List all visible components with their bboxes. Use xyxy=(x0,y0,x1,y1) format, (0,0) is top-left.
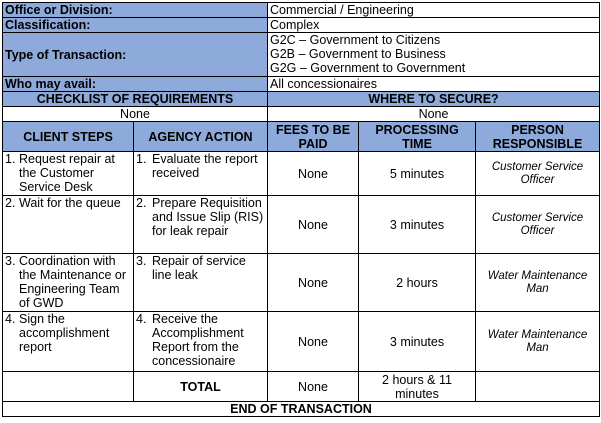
table-row xyxy=(3,312,600,372)
fees-header-text: FEES TO BE PAID xyxy=(275,122,351,151)
office-value: Commercial / Engineering xyxy=(268,3,600,18)
step-number: 2. xyxy=(5,196,16,210)
person-responsible-cell: Customer Service Officer xyxy=(476,152,600,196)
secure-header: WHERE TO SECURE? xyxy=(268,92,600,107)
step-text: Coordination with the Maintenance or Engineering Team of GWD xyxy=(19,254,127,310)
person-header xyxy=(476,122,600,152)
total-person-empty xyxy=(476,372,600,402)
avail-label: Who may avail: xyxy=(3,77,268,92)
processing-header-text: PROCESSING TIME xyxy=(375,122,459,151)
action-number: 4. xyxy=(136,312,147,326)
transaction-row xyxy=(3,33,600,77)
person-responsible-cell: Water Maintenance Man xyxy=(476,254,600,312)
checklist-value-row xyxy=(3,107,600,122)
action-number: 1. xyxy=(136,152,147,166)
classification-row xyxy=(3,18,600,33)
agency-action-cell xyxy=(134,152,268,196)
agency-action-cell xyxy=(134,312,268,372)
requirements-value: None xyxy=(3,107,268,122)
action-text: Receive the Accomplishment Report from the concessionaire xyxy=(152,312,244,368)
checklist-header-row xyxy=(3,92,600,107)
client-step-cell xyxy=(3,196,134,254)
client-step-cell xyxy=(3,152,134,196)
column-header-row xyxy=(3,122,600,152)
action-number: 3. xyxy=(136,254,147,268)
agency-action-cell xyxy=(134,196,268,254)
client-step-cell xyxy=(3,254,134,312)
transaction-label: Type of Transaction: xyxy=(3,33,268,77)
step-number: 3. xyxy=(5,254,16,268)
avail-row xyxy=(3,77,600,92)
table-row xyxy=(3,254,600,312)
transaction-g2g: G2G – Government to Government xyxy=(270,61,466,75)
fees-header xyxy=(268,122,359,152)
client-steps-header: CLIENT STEPS xyxy=(3,122,134,152)
agency-action-cell xyxy=(134,254,268,312)
service-table xyxy=(2,2,600,417)
classification-value: Complex xyxy=(268,18,600,33)
processing-time-cell: 2 hours xyxy=(359,254,476,312)
fees-cell: None xyxy=(268,312,359,372)
action-number: 2. xyxy=(136,196,147,210)
requirements-header: CHECKLIST OF REQUIREMENTS xyxy=(3,92,268,107)
step-text: Sign the accomplishment report xyxy=(19,312,110,354)
processing-header xyxy=(359,122,476,152)
action-text: Repair of service line leak xyxy=(152,254,246,282)
step-text: Request repair at the Customer Service Desk xyxy=(19,152,115,194)
step-text: Wait for the queue xyxy=(19,196,121,210)
processing-time-cell: 3 minutes xyxy=(359,312,476,372)
person-responsible-cell: Water Maintenance Man xyxy=(476,312,600,372)
total-fees: None xyxy=(268,372,359,402)
end-of-transaction: END OF TRANSACTION xyxy=(3,402,600,417)
transaction-g2b: G2B – Government to Business xyxy=(270,47,446,61)
office-row xyxy=(3,3,600,18)
fees-cell: None xyxy=(268,196,359,254)
classification-label: Classification: xyxy=(3,18,268,33)
person-responsible-cell: Customer Service Officer xyxy=(476,196,600,254)
footer-row xyxy=(3,402,600,417)
client-step-cell xyxy=(3,312,134,372)
action-text: Prepare Requisition and Issue Slip (RIS) for leak repair xyxy=(152,196,264,238)
table-row xyxy=(3,152,600,196)
total-row xyxy=(3,372,600,402)
fees-cell: None xyxy=(268,152,359,196)
step-number: 1. xyxy=(5,152,16,166)
transaction-g2c: G2C – Government to Citizens xyxy=(270,33,441,47)
avail-value: All concessionaires xyxy=(268,77,600,92)
table-row xyxy=(3,196,600,254)
total-time: 2 hours & 11 minutes xyxy=(359,372,476,402)
step-number: 4. xyxy=(5,312,16,326)
secure-value: None xyxy=(268,107,600,122)
office-label: Office or Division: xyxy=(3,3,268,18)
fees-cell: None xyxy=(268,254,359,312)
action-text: Evaluate the report received xyxy=(152,152,258,180)
total-label: TOTAL xyxy=(134,372,268,402)
processing-time-cell: 3 minutes xyxy=(359,196,476,254)
transaction-values xyxy=(268,33,600,77)
person-header-text: PERSON RESPONSIBLE xyxy=(492,122,583,151)
agency-action-header: AGENCY ACTION xyxy=(134,122,268,152)
total-empty-cell xyxy=(3,372,134,402)
processing-time-cell: 5 minutes xyxy=(359,152,476,196)
